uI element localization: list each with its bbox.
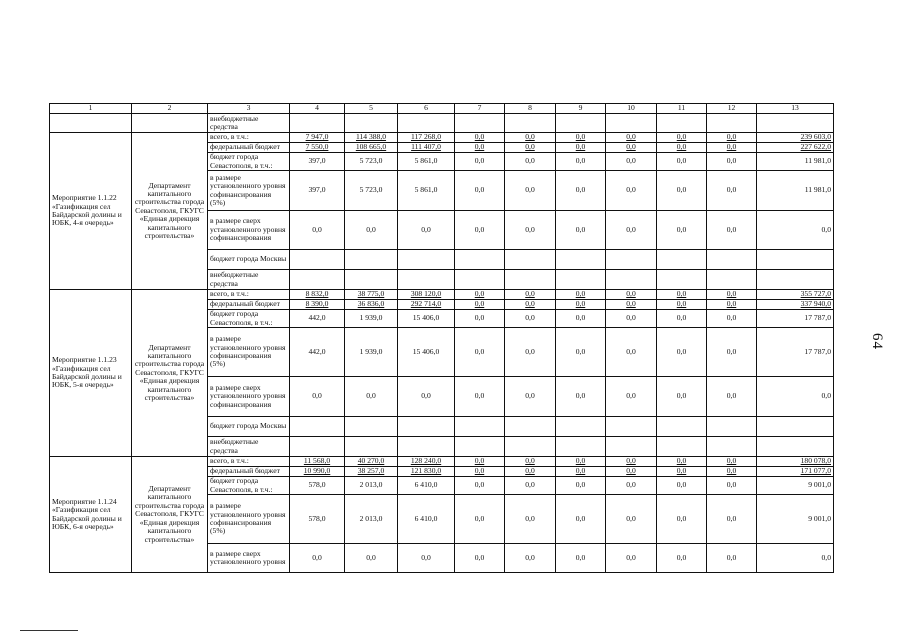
value-cell: 114 388,0 [345,133,398,143]
total-cell [757,417,834,437]
value-cell: 5 723,0 [345,153,398,171]
value-cell: 0,0 [657,300,707,310]
total-cell: 11 981,0 [757,153,834,171]
source-label: федеральный бюджет [208,300,290,310]
value-cell: 0,0 [505,328,556,377]
value-cell: 0,0 [455,310,505,328]
source-label: в размере установленного уровня софинансирования (5%) [208,495,290,544]
executor-name: Департамент капитального строительства города Севастополя, ГКУГС «Единая дирекция капитального строительства» [132,133,208,290]
value-cell: 0,0 [707,377,757,417]
value-cell: 0,0 [707,133,757,143]
footnote-divider [20,630,78,631]
source-label: всего, в т.ч.: [208,457,290,467]
source-label: всего, в т.ч.: [208,133,290,143]
value-cell: 0,0 [455,457,505,467]
value-cell: 7 550,0 [290,143,345,153]
value-cell: 0,0 [505,143,556,153]
table-row [50,290,834,300]
value-cell: 0,0 [657,544,707,573]
column-header: 5 [345,104,398,114]
value-cell: 0,0 [455,544,505,573]
value-cell: 0,0 [455,328,505,377]
column-header: 13 [757,104,834,114]
value-cell [606,250,657,270]
value-cell: 0,0 [606,477,657,495]
total-cell: 17 787,0 [757,310,834,328]
value-cell: 0,0 [505,133,556,143]
value-cell: 578,0 [290,477,345,495]
value-cell: 0,0 [505,310,556,328]
value-cell: 442,0 [290,310,345,328]
value-cell: 0,0 [505,377,556,417]
total-cell: 171 077,0 [757,467,834,477]
value-cell: 0,0 [707,467,757,477]
column-header: 7 [455,104,505,114]
value-cell: 0,0 [707,211,757,250]
value-cell: 0,0 [707,495,757,544]
value-cell: 8 832,0 [290,290,345,300]
value-cell: 397,0 [290,153,345,171]
total-cell: 9 001,0 [757,495,834,544]
value-cell: 0,0 [455,477,505,495]
value-cell [455,250,505,270]
value-cell [505,250,556,270]
value-cell: 0,0 [707,171,757,211]
value-cell: 0,0 [657,328,707,377]
column-header: 6 [398,104,455,114]
value-cell: 11 568,0 [290,457,345,467]
table-body [50,114,834,573]
value-cell: 2 013,0 [345,477,398,495]
value-cell: 0,0 [657,153,707,171]
value-cell: 0,0 [657,477,707,495]
source-label: федеральный бюджет [208,143,290,153]
total-cell: 239 603,0 [757,133,834,143]
value-cell [606,417,657,437]
value-cell: 0,0 [505,290,556,300]
total-cell: 180 078,0 [757,457,834,467]
value-cell [345,270,398,290]
event-name: Мероприятие 1.1.22 «Газификация сел Байдарской долины и ЮБК, 4-я очередь» [50,133,132,290]
value-cell [398,417,455,437]
value-cell: 5 723,0 [345,171,398,211]
value-cell: 578,0 [290,495,345,544]
total-cell: 337 940,0 [757,300,834,310]
value-cell [707,270,757,290]
value-cell: 0,0 [606,133,657,143]
value-cell: 7 947,0 [290,133,345,143]
source-label: в размере сверх установленного уровня софинансирования [208,377,290,417]
value-cell: 0,0 [345,211,398,250]
value-cell [505,270,556,290]
value-cell: 128 240,0 [398,457,455,467]
value-cell: 0,0 [505,457,556,467]
value-cell: 15 406,0 [398,310,455,328]
value-cell [657,437,707,457]
value-cell [290,270,345,290]
value-cell: 0,0 [455,300,505,310]
value-cell: 36 836,0 [345,300,398,310]
value-cell: 0,0 [556,467,606,477]
value-cell: 308 120,0 [398,290,455,300]
value-cell [657,270,707,290]
value-cell: 6 410,0 [398,495,455,544]
value-cell: 0,0 [455,133,505,143]
value-cell [398,437,455,457]
value-cell: 40 270,0 [345,457,398,467]
value-cell [556,250,606,270]
source-label: в размере сверх установленного уровня [208,544,290,573]
source-label: в размере сверх установленного уровня софинансирования [208,211,290,250]
value-cell: 0,0 [657,495,707,544]
value-cell [290,250,345,270]
value-cell: 397,0 [290,171,345,211]
value-cell: 0,0 [556,544,606,573]
value-cell: 0,0 [505,467,556,477]
value-cell: 0,0 [505,300,556,310]
value-cell: 0,0 [505,171,556,211]
value-cell: 0,0 [556,211,606,250]
value-cell: 0,0 [606,211,657,250]
value-cell: 0,0 [505,477,556,495]
source-label: бюджет города Севастополя, в т.ч.: [208,477,290,495]
total-cell: 0,0 [757,377,834,417]
value-cell [556,437,606,457]
value-cell [505,437,556,457]
continuation-row [50,114,834,133]
value-cell: 0,0 [455,211,505,250]
value-cell: 8 390,0 [290,300,345,310]
value-cell: 121 830,0 [398,467,455,477]
value-cell: 0,0 [606,544,657,573]
value-cell: 38 257,0 [345,467,398,477]
value-cell: 0,0 [657,467,707,477]
value-cell: 0,0 [455,377,505,417]
value-cell: 0,0 [455,467,505,477]
value-cell: 0,0 [556,477,606,495]
column-header: 2 [132,104,208,114]
value-cell: 0,0 [606,143,657,153]
value-cell: 0,0 [707,310,757,328]
value-cell: 0,0 [290,544,345,573]
value-cell [290,437,345,457]
source-label: внебюджетные средства [208,114,290,133]
total-cell: 0,0 [757,544,834,573]
value-cell [455,270,505,290]
source-label: в размере установленного уровня софинансирования (5%) [208,171,290,211]
value-cell: 0,0 [707,477,757,495]
value-cell: 0,0 [556,495,606,544]
value-cell: 0,0 [606,300,657,310]
funding-table [49,103,834,573]
value-cell: 0,0 [606,495,657,544]
value-cell: 0,0 [455,495,505,544]
value-cell: 0,0 [657,133,707,143]
value-cell [455,437,505,457]
value-cell [606,270,657,290]
value-cell: 6 410,0 [398,477,455,495]
value-cell: 0,0 [290,211,345,250]
value-cell: 0,0 [657,310,707,328]
value-cell: 5 861,0 [398,153,455,171]
value-cell: 0,0 [345,544,398,573]
column-header: 8 [505,104,556,114]
value-cell: 0,0 [505,153,556,171]
value-cell: 111 407,0 [398,143,455,153]
table-row [50,133,834,143]
value-cell: 0,0 [707,544,757,573]
source-label: федеральный бюджет [208,467,290,477]
column-header: 4 [290,104,345,114]
value-cell: 0,0 [707,328,757,377]
total-cell: 0,0 [757,211,834,250]
value-cell: 0,0 [398,377,455,417]
table-row [50,457,834,467]
value-cell [345,437,398,457]
value-cell: 0,0 [707,153,757,171]
value-cell: 15 406,0 [398,328,455,377]
executor-name: Департамент капитального строительства города Севастополя, ГКУГС «Единая дирекция капитального строительства» [132,457,208,573]
value-cell: 0,0 [606,310,657,328]
value-cell [455,417,505,437]
total-cell: 9 001,0 [757,477,834,495]
value-cell: 0,0 [707,290,757,300]
column-number-row [50,104,834,114]
value-cell: 0,0 [398,211,455,250]
value-cell: 0,0 [556,153,606,171]
value-cell: 0,0 [707,300,757,310]
value-cell [606,437,657,457]
value-cell: 0,0 [556,328,606,377]
value-cell: 2 013,0 [345,495,398,544]
total-cell [757,250,834,270]
source-label: бюджет города Севастополя, в т.ч.: [208,310,290,328]
value-cell: 442,0 [290,328,345,377]
total-cell: 17 787,0 [757,328,834,377]
page-number: 64 [869,333,885,350]
value-cell: 0,0 [505,495,556,544]
event-name: Мероприятие 1.1.23 «Газификация сел Байдарской долины и ЮБК, 5-я очередь» [50,290,132,457]
value-cell [707,437,757,457]
value-cell: 0,0 [556,143,606,153]
value-cell [345,417,398,437]
value-cell: 0,0 [606,457,657,467]
source-label: внебюджетные средства [208,270,290,290]
value-cell: 10 990,0 [290,467,345,477]
executor-name: Департамент капитального строительства города Севастополя, ГКУГС «Единая дирекция капитального строительства» [132,290,208,457]
source-label: бюджет города Севастополя, в т.ч.: [208,153,290,171]
value-cell: 0,0 [455,153,505,171]
value-cell: 0,0 [556,310,606,328]
total-cell: 227 622,0 [757,143,834,153]
value-cell: 117 268,0 [398,133,455,143]
value-cell [290,417,345,437]
value-cell: 0,0 [556,133,606,143]
value-cell: 0,0 [556,457,606,467]
column-header: 10 [606,104,657,114]
total-cell: 11 981,0 [757,171,834,211]
total-cell: 355 727,0 [757,290,834,300]
value-cell: 0,0 [455,290,505,300]
value-cell: 0,0 [505,544,556,573]
value-cell [398,270,455,290]
column-header: 11 [657,104,707,114]
value-cell: 108 665,0 [345,143,398,153]
value-cell [398,250,455,270]
value-cell: 1 939,0 [345,310,398,328]
value-cell: 0,0 [556,377,606,417]
value-cell: 0,0 [606,467,657,477]
column-header: 9 [556,104,606,114]
source-label: в размере установленного уровня софинансирования (5%) [208,328,290,377]
column-header: 12 [707,104,757,114]
value-cell: 0,0 [556,300,606,310]
value-cell: 0,0 [606,328,657,377]
value-cell: 0,0 [606,171,657,211]
total-cell [757,437,834,457]
event-name: Мероприятие 1.1.24 «Газификация сел Байдарской долины и ЮБК, 6-я очередь» [50,457,132,573]
value-cell: 0,0 [657,171,707,211]
value-cell [505,417,556,437]
value-cell: 0,0 [657,457,707,467]
value-cell: 292 714,0 [398,300,455,310]
value-cell [556,417,606,437]
total-cell [757,270,834,290]
value-cell: 0,0 [505,211,556,250]
value-cell: 0,0 [455,143,505,153]
source-label: бюджет города Москвы [208,250,290,270]
value-cell: 0,0 [556,171,606,211]
value-cell: 0,0 [657,143,707,153]
value-cell: 0,0 [657,377,707,417]
value-cell: 0,0 [657,290,707,300]
value-cell: 5 861,0 [398,171,455,211]
value-cell [657,250,707,270]
value-cell [345,250,398,270]
value-cell: 0,0 [606,290,657,300]
value-cell: 0,0 [556,290,606,300]
value-cell: 0,0 [657,211,707,250]
column-header: 3 [208,104,290,114]
source-label: бюджет города Москвы [208,417,290,437]
value-cell: 0,0 [455,171,505,211]
value-cell: 0,0 [707,143,757,153]
value-cell: 1 939,0 [345,328,398,377]
value-cell: 0,0 [606,377,657,417]
value-cell [657,417,707,437]
value-cell: 0,0 [707,457,757,467]
value-cell: 0,0 [290,377,345,417]
value-cell: 38 775,0 [345,290,398,300]
source-label: всего, в т.ч.: [208,290,290,300]
value-cell: 0,0 [398,544,455,573]
source-label: внебюджетные средства [208,437,290,457]
column-header: 1 [50,104,132,114]
value-cell: 0,0 [606,153,657,171]
value-cell [707,417,757,437]
value-cell: 0,0 [345,377,398,417]
value-cell [556,270,606,290]
value-cell [707,250,757,270]
